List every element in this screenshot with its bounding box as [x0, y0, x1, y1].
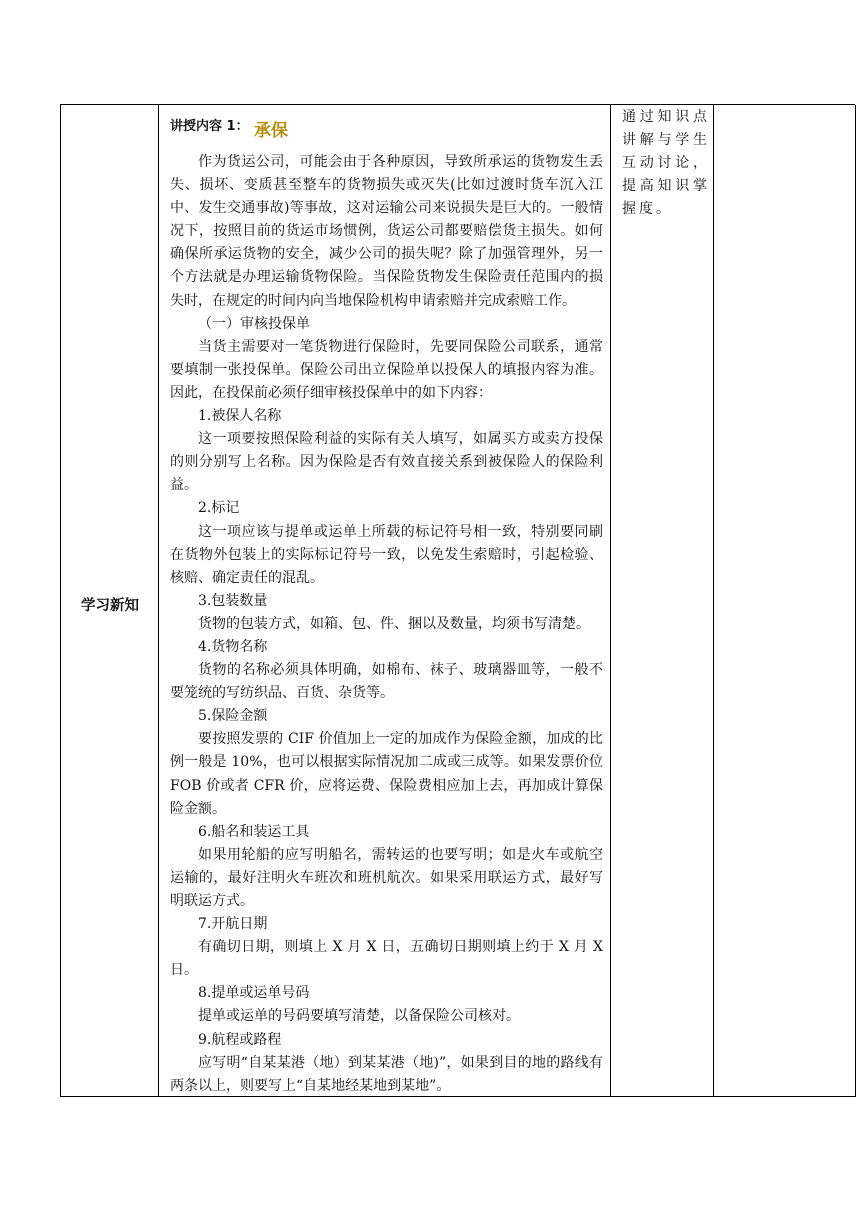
item-text: 要按照发票的 CIF 价值加上一定的加成作为保险金额，加成的比例一般是 10%，也可以根据实际情况加二成或三成等。如果发票价位 FOB 价或者 CFR 价，应将运费、保险费相应加上去，再加成计算保险金额。 — [170, 731, 603, 817]
item-title: 7.开航日期 — [198, 916, 268, 933]
item-title: 6.船名和装运工具 — [198, 823, 310, 840]
item-text: 这一项要按照保险利益的实际有关人填写，如属买方或卖方投保的则分别写上名称。因为保险是否有效直接关系到被保险人的保险利益。 — [170, 431, 603, 494]
item-text: 货物的包装方式，如箱、包、件、捆以及数量，均须书写清楚。 — [198, 615, 590, 632]
item-title: 4.货物名称 — [198, 638, 268, 655]
intro-paragraph: 作为货运公司，可能会由于各种原因，导致所承运的货物发生丢失、损坏、变质甚至整车的货物损失或灭失(比如过渡时货车沉入江中、发生交通事故)等事故，这对运输公司来说损失是巨大的。一般情况下，按照目前的货运市场惯例，货运公司都要赔偿货主损失。如何确保所承运货物的安全，减少公司的损失呢？除了加强管理外，另一个方法就是办理运输货物保险。当保险货物发生保险责任范围内的损失时，在规定的时间内向当地保险机构申请索赔并完成索赔工作。 — [170, 154, 603, 309]
item-text: 货物的名称必须具体明确，如棉布、袜子、玻璃器皿等，一般不要笼统的写纺织品、百货、杂货等。 — [170, 662, 603, 702]
lesson-label: 讲授内容 1： — [170, 119, 249, 134]
item-text: 有确切日期，则填上 X 月 X 日，五确切日期则填上约于 X 月 X 日。 — [170, 939, 603, 979]
item-title: 9.航程或路程 — [198, 1031, 282, 1048]
lesson-content — [170, 115, 603, 1098]
lesson-heading — [170, 115, 603, 151]
teaching-method: 通过知识点讲解与学生互动讨论，提高知识掌握度。 — [622, 109, 710, 217]
sub-heading: （一）审核投保单 — [198, 315, 310, 332]
item-text: 这一项应该与提单或运单上所载的标记符号相一致，特别要同刷在货物外包装上的实际标记符号一致，以免发生索赔时，引起检验、核赔、确定责任的混乱。 — [170, 523, 603, 586]
item-title: 5.保险金额 — [198, 708, 268, 725]
method-cell — [611, 105, 714, 1097]
item-text: 提单或运单的号码要填写清楚，以备保险公司核对。 — [198, 1008, 520, 1025]
lesson-plan-table — [60, 104, 855, 1097]
item-title: 2.标记 — [198, 500, 240, 517]
item-text: 如果用轮船的应写明船名，需转运的也要写明；如是火车或航空运输的，最好注明火车班次和班机航次。如果采用联运方式，最好写明联运方式。 — [170, 846, 603, 909]
item-text: 应写明“自某某港（地）到某某港（地)”，如果到目的地的路线有两条以上，则要写上“自某地经某地到某地”。 — [170, 1054, 603, 1094]
section-label-cell — [61, 105, 159, 1097]
section-label: 学习新知 — [81, 598, 139, 614]
lesson-title: 承保 — [254, 121, 288, 141]
item-title: 8.提单或运单号码 — [198, 985, 310, 1002]
item-title: 3.包装数量 — [198, 592, 268, 609]
notes-cell — [714, 105, 856, 1097]
item-title: 1.被保人名称 — [198, 408, 282, 425]
sub-intro-paragraph: 当货主需要对一笔货物进行保险时，先要同保险公司联系，通常要填制一张投保单。保险公司出立保险单以投保人的填报内容为准。因此，在投保前必须仔细审核投保单中的如下内容： — [170, 338, 603, 401]
